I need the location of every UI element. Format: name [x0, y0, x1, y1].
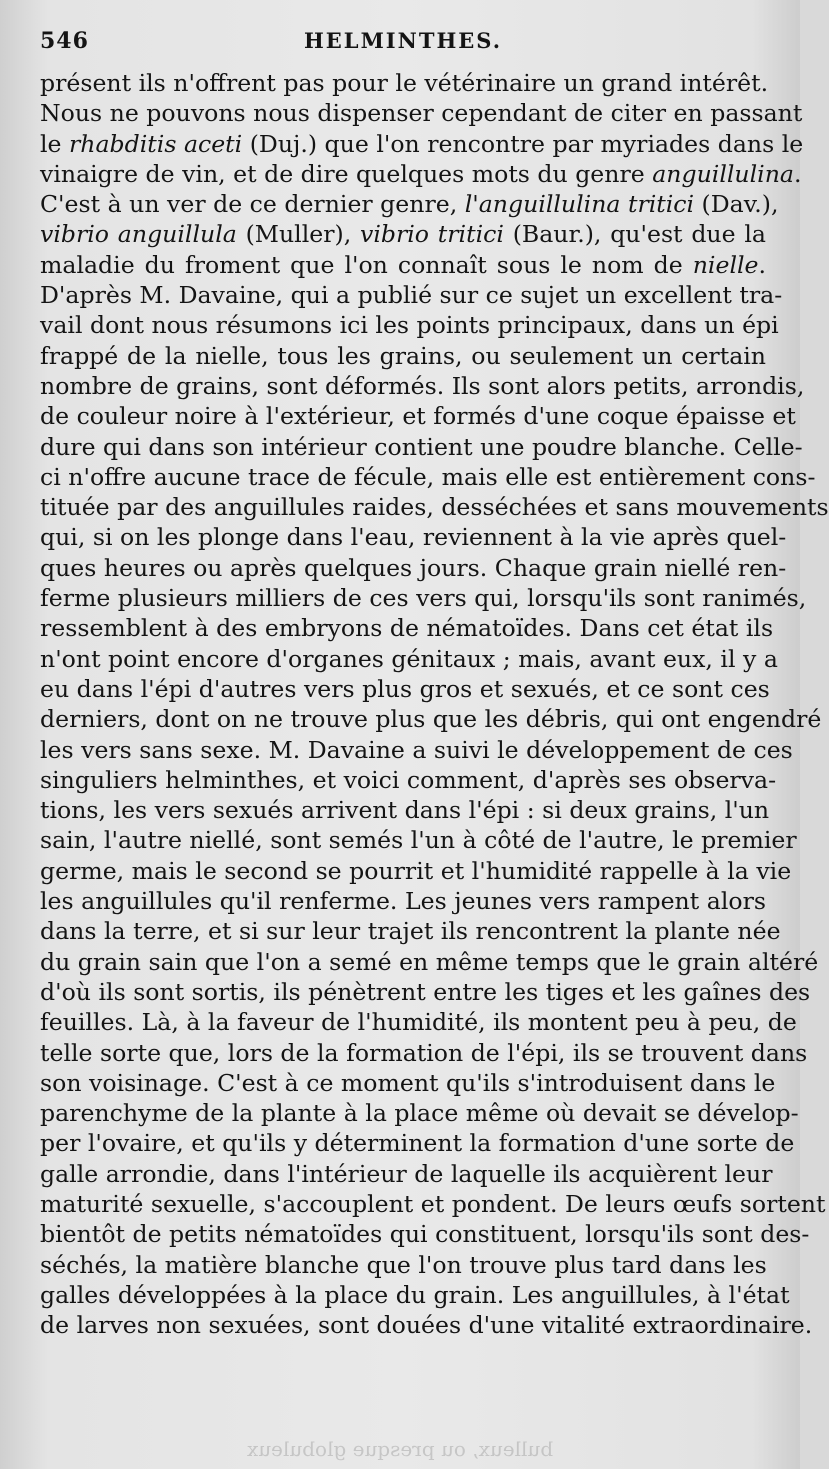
text-segment: (Muller),: [236, 220, 360, 249]
text-segment: Nous ne pouvons nous dispenser cependant de citer en passant: [40, 99, 803, 128]
text-line: [40, 68, 769, 98]
text-line: [40, 1128, 795, 1158]
text-segment: ressemblent à des embryons de nématoïdes. Dans cet état ils: [40, 614, 774, 643]
text-line: [40, 522, 787, 552]
text-line: [40, 644, 778, 674]
text-segment: frappé de la nielle, tous les grains, ou seulement un certain: [40, 341, 766, 370]
text-segment: derniers, dont on ne trouve plus que les débris, qui ont engendré: [40, 705, 822, 734]
text-segment: sain, l'autre niellé, sont semés l'un à côté de l'autre, le premier: [40, 826, 797, 855]
text-segment: nombre de grains, sont déformés. Ils sont alors petits, arrondis,: [40, 371, 805, 400]
text-line: [40, 280, 783, 310]
page-header: [40, 26, 766, 66]
text-segment: de couleur noire à l'extérieur, et formés d'une coque épaisse et: [40, 402, 796, 431]
text-segment: qui, si on les plonge dans l'eau, reviennent à la vie après quel-: [40, 523, 787, 552]
text-segment: les vers sans sexe. M. Davaine a suivi le développement de ces: [40, 735, 793, 764]
text-segment: feuilles. Là, à la faveur de l'humidité, ils montent peu à peu, de: [40, 1008, 797, 1037]
text-segment: parenchyme de la plante à la place même où devait se dévelop-: [40, 1099, 799, 1128]
text-line: [40, 583, 807, 613]
text-line: [40, 1098, 799, 1128]
body-paragraph: [40, 68, 829, 1340]
text-line: [40, 1068, 776, 1098]
italic-term: vibrio tritici: [360, 220, 504, 249]
text-line: [40, 1038, 808, 1068]
text-line: [40, 1250, 766, 1280]
text-segment: germe, mais le second se pourrit et l'humidité rappelle à la vie: [40, 856, 792, 885]
text-segment: n'ont point encore d'organes génitaux ; mais, avant eux, il y a: [40, 644, 778, 673]
text-segment: vail dont nous résumons ici les points principaux, dans un épi: [40, 311, 779, 340]
text-segment: bientôt de petits nématoïdes qui constituent, lorsqu'ils sont des-: [40, 1220, 810, 1249]
text-segment: singuliers helminthes, et voici comment, d'après ses observa-: [40, 765, 777, 794]
text-segment: vinaigre de vin, et de dire quelques mots du genre: [40, 159, 653, 188]
text-segment: eu dans l'épi d'autres vers plus gros et sexués, et ce sont ces: [40, 674, 770, 703]
text-segment: maladie du froment que l'on connaît sous le nom de: [40, 250, 693, 279]
text-line: [40, 735, 793, 765]
text-segment: son voisinage. C'est à ce moment qu'ils s'introduisent dans le: [40, 1068, 776, 1097]
text-line: [40, 189, 779, 219]
text-line: [40, 1219, 810, 1249]
text-line: [40, 1159, 773, 1189]
text-line: [40, 674, 770, 704]
text-segment: le: [40, 129, 70, 158]
text-line: [40, 341, 766, 371]
text-segment: du grain sain que l'on a semé en même temps que le grain altéré: [40, 947, 819, 976]
italic-term: vibrio anguillula: [40, 220, 237, 249]
text-line: [40, 492, 829, 522]
text-line: [40, 219, 766, 249]
text-line: [40, 462, 816, 492]
text-line: [40, 159, 802, 189]
text-segment: (Baur.), qu'est due la: [503, 220, 766, 249]
text-line: [40, 250, 766, 280]
text-segment: (Dav.),: [694, 190, 779, 219]
text-segment: .: [758, 250, 766, 279]
page-number: 546: [40, 28, 89, 54]
text-segment: dure qui dans son intérieur contient une poudre blanche. Celle-: [40, 432, 803, 461]
text-segment: ci n'offre aucune trace de fécule, mais elle est entièrement cons-: [40, 462, 816, 491]
text-segment: galle arrondie, dans l'intérieur de laquelle ils acquièrent leur: [40, 1159, 773, 1188]
text-segment: ferme plusieurs milliers de ces vers qui, lorsqu'ils sont ranimés,: [40, 584, 807, 613]
text-segment: C'est à un ver de ce dernier genre,: [40, 190, 465, 219]
text-segment: telle sorte que, lors de la formation de l'épi, ils se trouvent dans: [40, 1038, 808, 1067]
text-line: [40, 432, 803, 462]
text-segment: d'où ils sont sortis, ils pénètrent entre les tiges et les gaînes des: [40, 977, 811, 1006]
text-segment: tituée par des anguillules raides, desséchées et sans mouvements: [40, 493, 829, 522]
bleed-through-text: bulleux, ou presque globuleux: [246, 1437, 554, 1461]
text-line: [40, 1280, 790, 1310]
text-line: [40, 310, 779, 340]
text-line: [40, 371, 805, 401]
text-line: [40, 886, 766, 916]
text-line: [40, 856, 792, 886]
text-segment: tions, les vers sexués arrivent dans l'épi : si deux grains, l'un: [40, 796, 770, 825]
text-line: [40, 129, 804, 159]
text-line: [40, 947, 819, 977]
text-line: [40, 613, 774, 643]
text-segment: présent ils n'offrent pas pour le vétérinaire un grand intérêt.: [40, 69, 769, 97]
text-line: [40, 1007, 797, 1037]
text-line: [40, 795, 770, 825]
italic-term: l'anguillulina tritici: [464, 190, 695, 219]
text-segment: dans la terre, et si sur leur trajet ils rencontrent la plante née: [40, 917, 781, 946]
text-segment: galles développées à la place du grain. Les anguillules, à l'état: [40, 1280, 790, 1309]
text-segment: séchés, la matière blanche que l'on trouve plus tard dans les: [40, 1250, 767, 1279]
text-line: [40, 977, 811, 1007]
text-line: [40, 916, 781, 946]
running-head: HELMINTHES.: [303, 28, 503, 53]
text-segment: les anguillules qu'il renferme. Les jeunes vers rampent alors: [40, 887, 766, 916]
italic-term: anguillulina: [652, 159, 794, 188]
text-line: [40, 825, 797, 855]
text-line: [40, 1189, 826, 1219]
text-line: [40, 765, 777, 795]
text-line: [40, 704, 822, 734]
text-segment: per l'ovaire, et qu'ils y déterminent la formation d'une sorte de: [40, 1129, 795, 1158]
text-segment: maturité sexuelle, s'accouplent et pondent. De leurs œufs sortent: [40, 1189, 826, 1218]
italic-term: nielle: [692, 250, 759, 279]
text-line: [40, 401, 796, 431]
text-segment: D'après M. Davaine, qui a publié sur ce sujet un excellent tra-: [40, 281, 783, 310]
italic-term: rhabditis aceti: [69, 129, 243, 158]
text-segment: de larves non sexuées, sont douées d'une vitalité extraordinaire.: [40, 1311, 813, 1340]
text-segment: (Duj.) que l'on rencontre par myriades dans le: [242, 129, 804, 158]
text-line: [40, 553, 787, 583]
text-segment: ques heures ou après quelques jours. Chaque grain niellé ren-: [40, 553, 787, 582]
text-line: [40, 98, 803, 128]
text-segment: .: [793, 159, 802, 188]
text-line: [40, 1310, 813, 1340]
